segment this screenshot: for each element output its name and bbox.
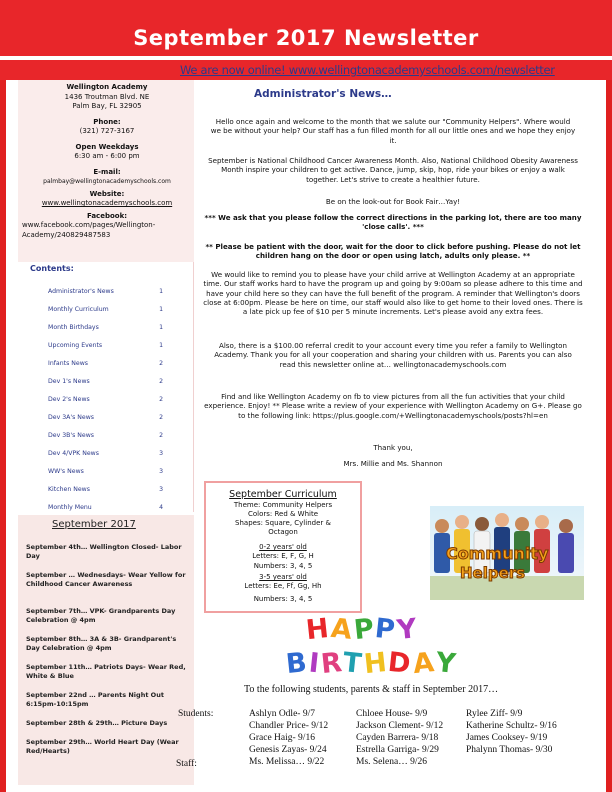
contents-item[interactable] <box>48 360 163 367</box>
birthday-letter: P <box>351 612 377 647</box>
contents-item-page: 3 <box>159 468 163 475</box>
contents-item-label: Infants News <box>48 360 88 367</box>
contents-item[interactable] <box>48 468 163 475</box>
birthday-letter: Y <box>395 612 421 647</box>
contents-item[interactable] <box>48 378 163 385</box>
birthday-letter: B <box>284 646 311 681</box>
birthday-column-2 <box>356 708 443 768</box>
contents-title: Contents: <box>30 264 74 273</box>
online-tagline-link[interactable]: We are now online! www.wellingtonacademyschools.com/newsletter <box>180 63 555 77</box>
contents-item-label: Dev 3B's News <box>48 432 94 439</box>
contents-item[interactable] <box>48 504 163 511</box>
admin-thanks: Thank you, <box>373 443 413 452</box>
newsletter-title: September 2017 Newsletter <box>133 26 479 50</box>
admin-news-title: Administrator's News… <box>254 88 392 100</box>
calendar-event: September 28th & 29th… Picture Days <box>26 719 168 727</box>
calendar-event: September 7th… VPK- Grandparents Day Celebration @ 4pm <box>26 607 176 624</box>
email-label: E-mail: <box>93 167 121 176</box>
birthday-heading <box>286 648 457 679</box>
admin-paragraph-3: Be on the look-out for Book Fair…Yay! <box>325 197 461 206</box>
admin-paragraph-arrival: We would like to remind you to please have your child arrive at Wellington Academy at an appropriate time. Our staff works hard to have the program up and going by 9:00am so please adhere to this time and have your child here so they can have the full benefit of the program. A reminder that Wellington's doors close at 6:00pm. Please be here on time, our staff would also like to get home to their loved ones. There is a late pick up fee of $10 per 5 minute increments. Let's please avoid any extra fees. <box>203 270 583 317</box>
contents-item-page: 2 <box>159 432 163 439</box>
birthday-entry: Ms. Melissa… 9/22 <box>249 757 325 767</box>
header-banner <box>0 0 612 80</box>
birthday-letter: A <box>329 612 356 647</box>
contents-item[interactable] <box>48 414 163 421</box>
contents-item[interactable] <box>48 432 163 439</box>
students-label: Students: <box>178 709 214 719</box>
curriculum-title: September Curriculum <box>229 489 337 500</box>
birthday-letter: H <box>304 612 333 647</box>
calendar-event: September 8th… 3A & 3B- Grandparent's Day Celebration @ 4pm <box>26 635 177 652</box>
helpers-word: Helpers <box>460 564 526 582</box>
admin-paragraph-1: Hello once again and welcome to the month that we salute our "Community Helpers". Where would we be without your help? Our staff has a fun filled month for all our little ones and we hope they enjoy it. <box>210 117 576 145</box>
birthday-letter: I <box>307 647 323 680</box>
website-label: Website: <box>89 189 125 198</box>
contents-item-page: 3 <box>159 486 163 493</box>
birthday-entry: Rylee Ziff- 9/9 <box>466 709 523 719</box>
contents-item-page: 1 <box>159 306 163 313</box>
contents-item-page: 4 <box>159 504 163 511</box>
contents-item[interactable] <box>48 324 163 331</box>
community-word: Community <box>446 544 549 563</box>
contents-item-label: Dev 4/VPK News <box>48 450 99 457</box>
happy-heading <box>306 614 419 645</box>
email-link[interactable]: palmbay@wellingtonacademyschools.com <box>43 178 171 185</box>
contents-item-page: 2 <box>159 360 163 367</box>
contents-item[interactable] <box>48 396 163 403</box>
curriculum-age-0-2: 0-2 years' old <box>259 543 307 551</box>
facebook-link-1[interactable]: www.facebook.com/pages/Wellington- <box>22 221 156 229</box>
curriculum-age-3-5: 3-5 years' old <box>259 573 307 581</box>
calendar-event: September 22nd … Parents Night Out 6:15pm-10:15pm <box>26 691 164 708</box>
website-link[interactable]: www.wellingtonacademyschools.com <box>41 199 173 207</box>
admin-parking-notice: *** We ask that you please follow the correct directions in the parking lot, there are too many 'close calls'. *** <box>204 213 582 232</box>
birthday-column-1 <box>249 708 328 768</box>
admin-signature: Mrs. Millie and Ms. Shannon <box>343 459 443 468</box>
contents-item-label: Kitchen News <box>48 486 90 493</box>
hours-value: 6:30 am - 6:00 pm <box>74 152 140 160</box>
birthday-letter: Y <box>434 646 459 681</box>
contents-item-page: 2 <box>159 378 163 385</box>
contents-item-page: 2 <box>159 414 163 421</box>
admin-door-notice: ** Please be patient with the door, wait for the door to click before pushing. Please do not let children hang on the door or open using latch, adults only please. ** <box>205 242 581 261</box>
curriculum-letters-0-2: Letters: E, F, G, H <box>252 552 314 560</box>
contents-item[interactable] <box>48 450 163 457</box>
contents-item-label: Dev 3A's News <box>48 414 94 421</box>
birthday-letter: T <box>341 647 366 680</box>
curriculum-theme: Theme: Community Helpers <box>233 501 333 509</box>
contact-info <box>22 83 192 240</box>
facebook-label: Facebook: <box>86 211 128 220</box>
birthday-entry: Jackson Clement- 9/12 <box>356 721 444 731</box>
contents-item-page: 1 <box>159 288 163 295</box>
birthday-entry: Katherine Schultz- 9/16 <box>466 721 557 731</box>
address-line-1: 1436 Troutman Blvd. NE <box>64 92 150 101</box>
birthday-letter: H <box>362 646 391 681</box>
calendar-event: September … Wednesdays- Wear Yellow for Childhood Cancer Awareness <box>26 571 186 588</box>
birthday-letter: A <box>411 646 438 681</box>
calendar-title: September 2017 <box>52 519 136 530</box>
birthday-entry: Cayden Barrera- 9/18 <box>356 733 439 743</box>
birthday-letter: D <box>386 646 415 681</box>
contents-item-page: 3 <box>159 450 163 457</box>
academy-name: Wellington Academy <box>66 83 148 91</box>
birthday-entry: Genesis Zayas- 9/24 <box>249 745 327 755</box>
curriculum-colors: Colors: Red & White <box>247 510 319 518</box>
address-line-2: Palm Bay, FL 32905 <box>72 102 142 110</box>
admin-paragraph-social: Find and like Wellington Academy on fb to view pictures from all the fun activities that your child experience. Enjoy! ** Please write a review of your experience with Wellington Academy on G+. Please go to the following link: https://plus.google.com/+Wellingtonacademyschools/posts?hl=en <box>204 392 582 420</box>
curriculum-letters-3-5: Letters: Ee, Ff, Gg, Hh <box>244 582 322 590</box>
birthday-letter: R <box>319 646 345 681</box>
contents-item-label: Monthly Menu <box>48 504 92 511</box>
birthday-entry: Chandler Price- 9/12 <box>249 721 329 731</box>
birthday-entry: Ms. Selena… 9/26 <box>356 757 427 767</box>
birthday-letter: P <box>373 612 399 647</box>
contents-item-page: 2 <box>159 396 163 403</box>
contents-item-label: WW's News <box>48 468 84 475</box>
calendar-event: September 11th… Patriots Days- Wear Red, White & Blue <box>26 663 186 680</box>
contents-item[interactable] <box>48 306 163 313</box>
contents-item-label: Monthly Curriculum <box>48 306 109 313</box>
contents-item-label: Month Birthdays <box>48 324 99 331</box>
contents-item-label: Upcoming Events <box>48 342 103 349</box>
birthday-column-3 <box>466 708 557 756</box>
hours-label: Open Weekdays <box>75 142 139 151</box>
contents-item[interactable] <box>48 486 163 493</box>
curriculum-numbers-0-2: Numbers: 3, 4, 5 <box>253 562 313 570</box>
contents-item[interactable] <box>48 288 163 295</box>
birthday-entry: Ashlyn Odle- 9/7 <box>249 709 315 719</box>
birthday-entry: James Cooksey- 9/19 <box>466 733 548 743</box>
birthday-entry: Grace Haig- 9/16 <box>249 733 315 743</box>
calendar-event: September 29th… World Heart Day (Wear Red/Hearts) <box>26 738 179 755</box>
birthday-entry: Estrella Garriga- 9/29 <box>356 745 439 755</box>
contents-item-label: Administrator's News <box>48 288 114 295</box>
contents-item-page: 1 <box>159 342 163 349</box>
community-helpers-illustration <box>430 506 584 600</box>
facebook-link-2[interactable]: Academy/240829487583 <box>22 230 111 239</box>
contents-item-label: Dev 1's News <box>48 378 90 385</box>
contents-item-label: Dev 2's News <box>48 396 90 403</box>
curriculum-shapes: Shapes: Square, Cylinder & Octagon <box>235 519 331 536</box>
contents-item[interactable] <box>48 342 163 349</box>
phone-number: (321) 727-3167 <box>79 127 135 135</box>
admin-paragraph-2: September is National Childhood Cancer Awareness Month. Also, National Childhood Obesity Awareness Month inspire your children to get active. Dance, jump, skip, hop, ride your bikes or enjoy a walk together. Let's strive to create a healthier future. <box>208 156 578 184</box>
staff-label: Staff: <box>176 759 197 769</box>
calendar-event: September 4th… Wellington Closed- Labor Day <box>26 543 182 560</box>
curriculum-numbers-3-5: Numbers: 3, 4, 5 <box>253 595 313 603</box>
contents-item-page: 1 <box>159 324 163 331</box>
header-divider <box>0 56 612 60</box>
phone-label: Phone: <box>93 117 121 126</box>
admin-paragraph-referral: Also, there is a $100.00 referral credit to your account every time you refer a family to Wellington Academy. Thank you for all your cooperation and sharing your children with us. Parents you can also read this newsletter online at… wellingtonacademyschools.com <box>214 341 572 369</box>
birthday-intro: To the following students, parents & staff in September 2017… <box>244 684 499 695</box>
birthday-entry: Phalynn Thomas- 9/30 <box>466 745 553 755</box>
birthday-entry: Chloee House- 9/9 <box>356 709 428 719</box>
